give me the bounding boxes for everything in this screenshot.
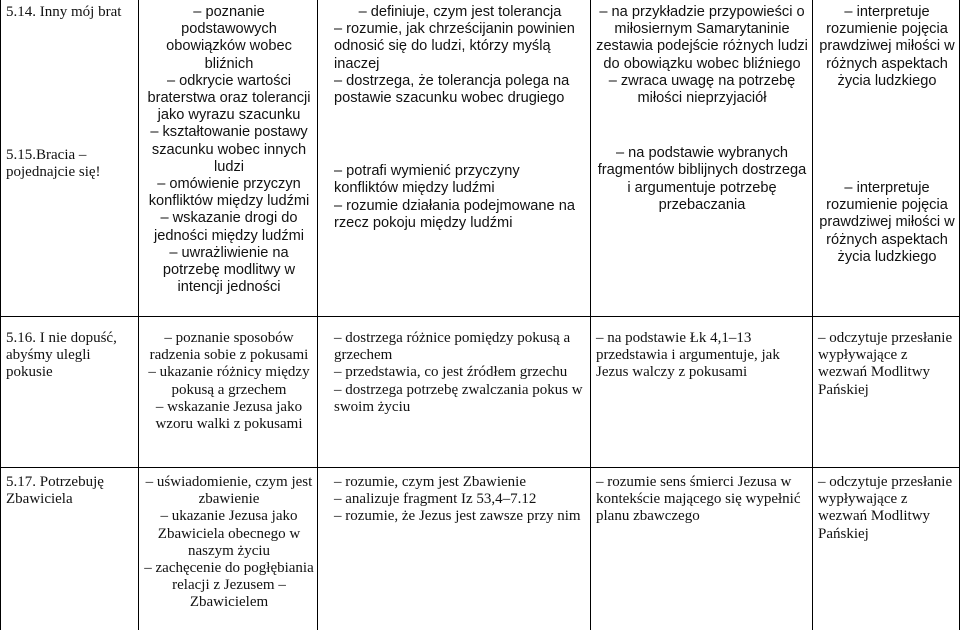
requirement-item: – rozumie, że Jezus jest zawsze przy nim [334, 508, 581, 525]
attitudes-cell [818, 474, 956, 543]
requirement-item: – na przykładzie przypowieści o miłosiernym Samarytaninie zestawia podejście różnych ludzi do obowiązku wobec bliźniego [596, 4, 808, 72]
requirement-item: – rozumie sens śmierci Jezusa w kontekście mającego się wypełnić planu zbawczego [596, 474, 801, 525]
row-title-cell [6, 474, 134, 508]
basic-requirements-cell [334, 330, 586, 416]
goal-item: – uświadomienie, czym jest zbawienie [145, 474, 313, 508]
requirement-item: – przedstawia, co jest źródłem grzechu [334, 364, 568, 381]
column-divider [138, 0, 139, 630]
attitude-item: – odczytuje przesłanie wypływające z wezwań Modlitwy Pańskiej [818, 474, 953, 542]
requirement-item: – zwraca uwagę na potrzebę miłości nieprzyjaciół [608, 72, 796, 107]
goal-item: – poznanie podstawowych obowiązków wobec bliźnich [166, 4, 292, 72]
requirement-item: – dostrzega różnice pomiędzy pokusą a grzechem [334, 330, 571, 364]
requirement-item: – potrafi wymienić przyczyny konfliktów między ludźmi [334, 163, 520, 197]
lesson-title: 5.17. Potrzebuję Zbawiciela [6, 474, 104, 508]
goal-item: – ukazanie Jezusa jako Zbawiciela obecnego w naszym życiu [157, 508, 301, 559]
goal-item: – poznanie sposobów radzenia sobie z pokusami [149, 330, 309, 364]
lesson-title: 5.16. I nie dopuść, abyśmy ulegli pokusie [6, 330, 117, 381]
requirement-item: – na podstawie Łk 4,1–13 przedstawia i argumentuje, jak Jezus walczy z pokusami [596, 330, 780, 381]
goals-cell [144, 474, 314, 612]
attitudes-cell [818, 330, 956, 399]
goal-item: – odkrycie wartości braterstwa oraz tolerancji jako wyrazu szacunku [147, 72, 311, 124]
requirement-item: – na podstawie wybranych fragmentów biblijnych dostrzega i argumentuje potrzebę przebaczania [597, 145, 807, 213]
goal-item: – zachęcenie do pogłębiania relacji z Jezusem – Zbawicielem [144, 560, 314, 611]
attitude-item: – interpretuje rozumienie pojęcia prawdziwej miłości w różnych aspektach życia ludzkiego [819, 4, 955, 89]
attitude-item: – interpretuje rozumienie pojęcia prawdziwej miłości w różnych aspektach życia ludzkiego [819, 180, 955, 265]
extended-requirements-cell [596, 4, 808, 214]
goal-item: – uwrażliwienie na potrzebę modlitwy w intencji jedności [162, 244, 296, 296]
requirement-item: – dostrzega, że tolerancja polega na postawie szacunku wobec drugiego [334, 72, 570, 107]
extended-requirements-cell [596, 330, 808, 382]
column-divider [317, 0, 318, 630]
requirement-item: – rozumie, czym jest Zbawienie [334, 474, 527, 490]
attitudes-cell [818, 4, 956, 266]
row-divider [0, 467, 960, 468]
goal-item: – wskazanie drogi do jedności między ludźmi [153, 210, 305, 244]
lesson-title: 5.14. Inny mój brat [6, 4, 122, 20]
row-title-cell [6, 4, 134, 182]
requirement-item: – definiuje, czym jest tolerancja [358, 4, 562, 20]
goal-item: – kształtowanie postawy szacunku wobec innych ludzi [150, 124, 308, 175]
column-divider [590, 0, 591, 630]
row-title-cell [6, 330, 134, 382]
extended-requirements-cell [596, 474, 808, 526]
column-divider [812, 0, 813, 630]
goal-item: – wskazanie Jezusa jako wzoru walki z pokusami [155, 398, 303, 433]
attitude-item: – odczytuje przesłanie wypływające z wezwań Modlitwy Pańskiej [818, 330, 953, 398]
goals-cell [144, 330, 314, 433]
row-divider [0, 316, 960, 317]
requirement-item: – rozumie działania podejmowane na rzecz pokoju między ludźmi [334, 197, 575, 231]
goal-item: – ukazanie różnicy między pokusą a grzechem [148, 364, 310, 398]
requirement-item: – rozumie, jak chrześcijanin powinien odnosić się do ludzi, którzy myślą inaczej [334, 21, 575, 72]
requirement-item: – analizuje fragment Iz 53,4–7.12 [334, 491, 537, 508]
goal-item: – omówienie przyczyn konfliktów między ludźmi [148, 176, 310, 210]
table-border-left [0, 0, 1, 630]
lesson-title: 5.15.Bracia – pojednajcie się! [6, 147, 101, 181]
basic-requirements-cell [334, 4, 586, 232]
requirement-item: – dostrzega potrzebę zwalczania pokus w swoim życiu [334, 381, 583, 415]
goals-cell [144, 4, 314, 296]
basic-requirements-cell [334, 474, 586, 526]
